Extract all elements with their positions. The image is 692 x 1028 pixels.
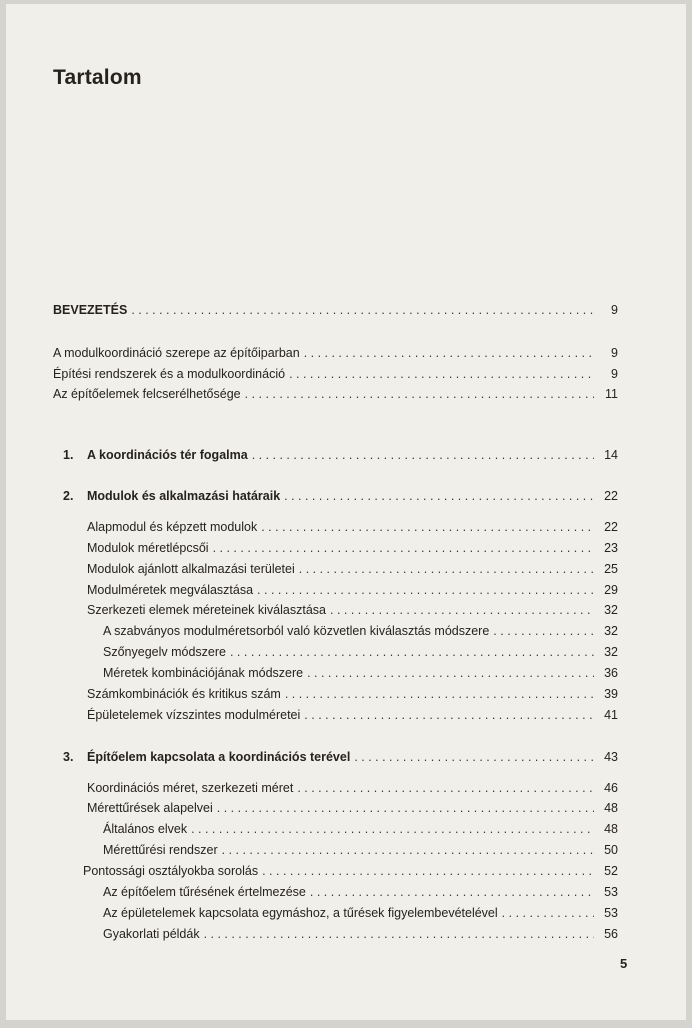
toc-entry-label: Modulok és alkalmazási határaik: [87, 489, 281, 503]
toc-entry: [103, 884, 618, 900]
toc-entry-page: 22: [604, 520, 618, 534]
toc-entry-page: 9: [611, 303, 618, 317]
toc-leader-dots: [304, 345, 594, 361]
toc-entry-page: 46: [604, 781, 618, 795]
toc-entry: [87, 519, 618, 535]
toc-entry-label: Szerkezeti elemek méreteinek kiválasztása: [87, 603, 326, 617]
toc-entry: [103, 905, 618, 921]
toc-entry-page: 53: [604, 906, 618, 920]
toc-entry-page: 32: [604, 603, 618, 617]
toc-entry-page: 32: [604, 645, 618, 659]
toc-entry: [53, 302, 618, 318]
toc-entry-page: 36: [604, 666, 618, 680]
toc-chapter-entry: [63, 749, 618, 765]
toc-leader-dots: [230, 644, 594, 660]
toc-entry-label: Általános elvek: [103, 822, 188, 836]
toc-entry: [103, 821, 618, 837]
toc-leader-dots: [310, 884, 594, 900]
toc-entry: [87, 561, 618, 577]
toc-entry-label: Mérettűrések alapelvei: [87, 801, 213, 815]
book-page: [6, 4, 686, 1020]
toc-entry: [87, 686, 618, 702]
toc-entry-label: Építőelem kapcsolata a koordinációs terével: [87, 750, 351, 764]
toc-entry-label: Alapmodul és képzett modulok: [87, 520, 258, 534]
toc-leader-dots: [289, 366, 594, 382]
toc-leader-dots: [252, 447, 594, 463]
toc-entry-label: Mérettűrési rendszer: [103, 843, 218, 857]
toc-entry-page: 32: [604, 624, 618, 638]
toc-entry: [87, 582, 618, 598]
toc-leader-dots: [217, 800, 594, 816]
toc-entry-label: Az építőelem tűrésének értelmezése: [103, 885, 306, 899]
toc-leader-dots: [245, 386, 594, 402]
toc-entry-label: Az építőelemek felcserélhetősége: [53, 387, 241, 401]
page-title: Tartalom: [53, 66, 142, 89]
toc-entry-page: 52: [604, 864, 618, 878]
toc-entry-page: 22: [604, 489, 618, 503]
toc-leader-dots: [493, 623, 594, 639]
toc-entry-label: Szőnyegelv módszere: [103, 645, 226, 659]
toc-entry: [83, 863, 618, 879]
toc-entry-label: Modulméretek megválasztása: [87, 583, 254, 597]
toc-entry-page: 14: [604, 448, 618, 462]
toc-entry-label: Gyakorlati példák: [103, 927, 200, 941]
toc-entry: [53, 386, 618, 402]
toc-leader-dots: [257, 582, 594, 598]
toc-entry: [87, 780, 618, 796]
toc-entry-label: Méretek kombinációjának módszere: [103, 666, 304, 680]
toc-entry-label: Épületelemek vízszintes modulméretei: [87, 708, 301, 722]
toc-entry-page: 56: [604, 927, 618, 941]
toc-leader-dots: [262, 863, 594, 879]
toc-leader-dots: [204, 926, 594, 942]
toc-entry: [103, 665, 618, 681]
toc-entry: [103, 842, 618, 858]
toc-entry-label: Számkombinációk és kritikus szám: [87, 687, 281, 701]
toc-entry-label: BEVEZETÉS: [53, 303, 128, 317]
toc-entry-page: 9: [611, 367, 618, 381]
toc-leader-dots: [299, 561, 594, 577]
toc-entry-page: 48: [604, 822, 618, 836]
toc-leader-dots: [354, 749, 594, 765]
toc-leader-dots: [131, 302, 594, 318]
toc-entry-page: 23: [604, 541, 618, 555]
toc-entry-page: 48: [604, 801, 618, 815]
toc-entry-page: 29: [604, 583, 618, 597]
toc-leader-dots: [261, 519, 594, 535]
toc-entry-page: 41: [604, 708, 618, 722]
toc-leader-dots: [330, 602, 594, 618]
toc-entry-label: Modulok ajánlott alkalmazási területei: [87, 562, 295, 576]
toc-entry: [53, 345, 618, 361]
toc-entry-label: A szabványos modulméretsorból való közvetlen kiválasztás módszere: [103, 624, 490, 638]
toc-entry: [87, 540, 618, 556]
toc-entry-page: 43: [604, 750, 618, 764]
toc-entry: [103, 926, 618, 942]
toc-leader-dots: [297, 780, 594, 796]
toc-leader-dots: [307, 665, 594, 681]
toc-entry-label: Építési rendszerek és a modulkoordináció: [53, 367, 286, 381]
chapter-number: 2.: [63, 489, 74, 503]
chapter-number: 1.: [63, 448, 74, 462]
toc-entry: [103, 644, 618, 660]
toc-entry-label: A modulkoordináció szerepe az építőiparban: [53, 346, 300, 360]
chapter-number: 3.: [63, 750, 74, 764]
toc-entry: [103, 623, 618, 639]
toc-leader-dots: [284, 488, 594, 504]
toc-entry-page: 39: [604, 687, 618, 701]
toc-entry-page: 50: [604, 843, 618, 857]
toc-leader-dots: [191, 821, 594, 837]
toc-entry-label: A koordinációs tér fogalma: [87, 448, 248, 462]
toc-entry: [87, 602, 618, 618]
toc-entry: [87, 707, 618, 723]
page-number: 5: [620, 956, 628, 971]
toc-leader-dots: [213, 540, 594, 556]
toc-entry-label: Koordinációs méret, szerkezeti méret: [87, 781, 294, 795]
toc-leader-dots: [304, 707, 594, 723]
toc-entry-page: 25: [604, 562, 618, 576]
toc-chapter-entry: [63, 447, 618, 463]
toc-leader-dots: [222, 842, 594, 858]
toc-leader-dots: [502, 905, 594, 921]
toc-entry-label: Modulok méretlépcsői: [87, 541, 209, 555]
toc-entry-page: 53: [604, 885, 618, 899]
toc-entry: [87, 800, 618, 816]
toc-entry-page: 9: [611, 346, 618, 360]
toc-entry: [53, 366, 618, 382]
toc-entry-page: 11: [605, 387, 618, 401]
toc-entry-label: Az épületelemek kapcsolata egymáshoz, a tűrések figyelembevételével: [103, 906, 498, 920]
toc-entry-label: Pontossági osztályokba sorolás: [83, 864, 259, 878]
toc-leader-dots: [285, 686, 594, 702]
toc-chapter-entry: [63, 488, 618, 504]
